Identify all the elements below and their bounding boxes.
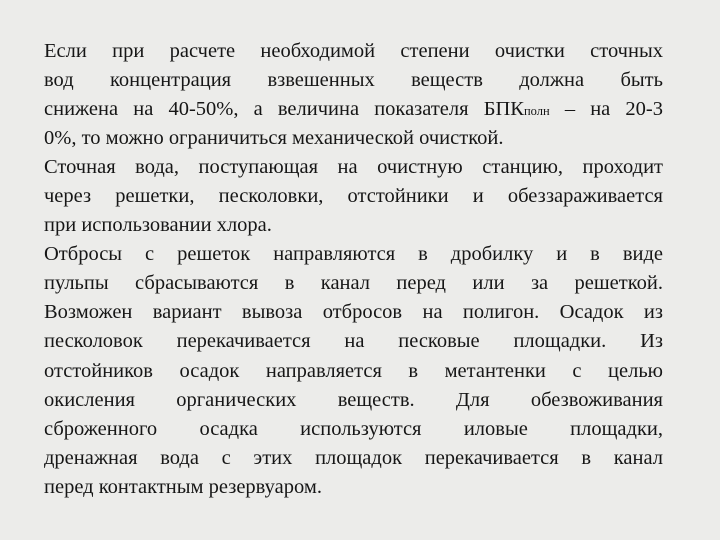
text-line-4: 0%, то можно ограничиться механической очисткой. (44, 127, 504, 150)
body-text (44, 37, 663, 502)
text-line-3-tail: – на 20-3 (549, 98, 663, 121)
text-line-9: пульпы сбрасываются в канал перед или за решеткой. (44, 272, 663, 295)
text-line-16: перед контактным резервуаром. (44, 475, 322, 498)
text-line-3-main: снижена на 40-50%, а величина показателя БПК (44, 98, 524, 121)
text-line-2: вод концентрация взвешенных веществ должна быть (44, 69, 663, 92)
text-line-11: песколовок перекачивается на песковые площадки. Из (44, 330, 663, 353)
text-line-12: отстойников осадок направляется в метантенки с целью (44, 359, 663, 382)
text-line-15: дренажная вода с этих площадок перекачивается в канал (44, 446, 663, 469)
text-line-8: Отбросы с решеток направляются в дробилку и в виде (44, 243, 663, 266)
text-line-13: окисления органических веществ. Для обезвоживания (44, 388, 663, 411)
text-line-7: при использовании хлора. (44, 214, 272, 237)
text-line-3 (44, 95, 663, 124)
text-line-10: Возможен вариант вывоза отбросов на полигон. Осадок из (44, 301, 663, 324)
text-line-14: сброженного осадка используются иловые площадки, (44, 417, 663, 440)
text-line-6: через решетки, песколовки, отстойники и обеззараживается (44, 185, 663, 208)
text-line-1: Если при расчете необходимой степени очистки сточных (44, 40, 663, 62)
bpk-subscript: полн (523, 104, 550, 119)
text-line-5: Сточная вода, поступающая на очистную станцию, проходит (44, 156, 663, 179)
